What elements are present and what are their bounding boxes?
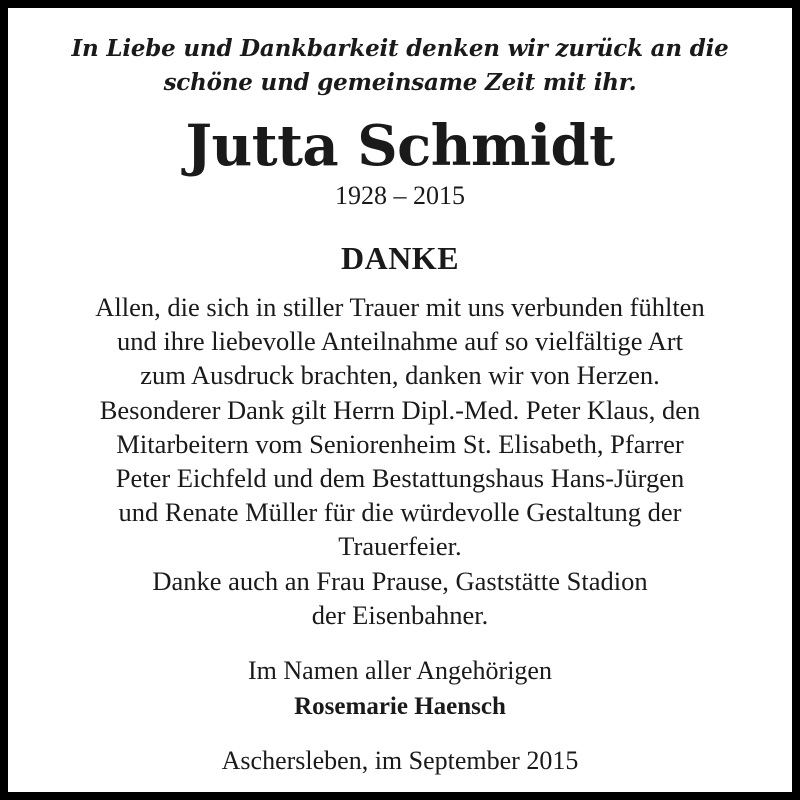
body-line: zum Ausdruck brachten, danken wir von Herzen. <box>140 360 660 391</box>
signer-name: Rosemarie Haensch <box>294 693 506 720</box>
deceased-name: Jutta Schmidt <box>185 113 615 179</box>
body-line: und Renate Müller für die würdevolle Gestaltung der <box>118 497 682 528</box>
thanks-heading: DANKE <box>340 240 460 276</box>
body-line: Peter Eichfeld und dem Bestattungshaus Hans-Jürgen <box>115 463 685 494</box>
intro-line: schöne und gemeinsame Zeit mit ihr. <box>163 69 637 96</box>
life-years: 1928 – 2015 <box>335 181 465 210</box>
body-line: Danke auch an Frau Prause, Gaststätte Stadion <box>152 565 648 596</box>
intro-text <box>8 32 792 100</box>
signoff-text: Im Namen aller Angehörigen <box>248 656 552 685</box>
body-line: Allen, die sich in stiller Trauer mit uns verbunden fühlten <box>95 292 705 322</box>
place-and-date: Aschersleben, im September 2015 <box>221 746 579 775</box>
intro-line: In Liebe und Dankbarkeit denken wir zurück an die <box>71 35 729 62</box>
body-line: und ihre liebevolle Anteilnahme auf so vielfältige Art <box>117 326 683 357</box>
body-line: Mitarbeitern vom Seniorenheim St. Elisabeth, Pfarrer <box>116 428 684 459</box>
body-line: Trauerfeier. <box>338 531 462 562</box>
body-line: Besonderer Dank gilt Herrn Dipl.-Med. Peter Klaus, den <box>99 394 701 425</box>
body-line: der Eisenbahner. <box>311 599 489 630</box>
thanks-body <box>8 290 792 632</box>
